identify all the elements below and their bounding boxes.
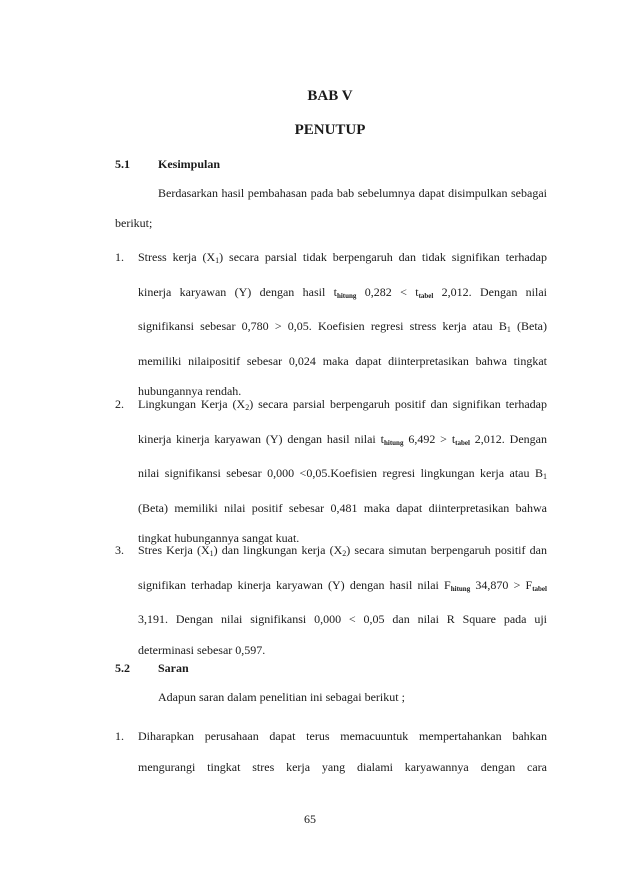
text-run: Stres Kerja (X: [138, 543, 210, 557]
list-item: [115, 242, 547, 407]
subscript: 1: [543, 472, 547, 481]
list-marker: 3.: [115, 543, 124, 557]
subscript: 2: [342, 549, 347, 558]
text-run: 34,870 > F: [470, 577, 533, 592]
text-run: 6,492 > t: [403, 431, 456, 446]
list-item-text: Diharapkan perusahaan dapat terus memacuuntuk mempertahankan bahkan mengurangi tingkat stres kerja yang dialami karyawannya dengan cara: [138, 729, 547, 774]
section-title: Saran: [158, 661, 189, 675]
text-run: (Beta) memiliki nilai positif sebesar 0,481 maka dapat diinterpretasikan bahwa tingkat hubungannya sangat kuat.: [138, 500, 547, 545]
text-run: 2,012. Dengan nilai signifikansi sebesar 0,000 <0,05.Koefisien regresi lingkungan kerja atau B: [138, 431, 547, 480]
text-run: (Beta) memiliki nilaipositif sebesar 0,024 maka dapat diinterpretasikan bahwa tingkat hubungannya rendah.: [138, 319, 547, 398]
list-item: [115, 721, 547, 782]
section-title: Kesimpulan: [158, 157, 221, 171]
text-run: 3,191. Dengan nilai signifikansi 0,000 < 0,05 dan nilai R Square pada uji determinasi sebesar 0,597.: [138, 612, 547, 657]
text-run: Lingkungan Kerja (X: [138, 397, 246, 411]
list-item-text: [138, 535, 547, 665]
text-run: ) secara parsial berpengaruh positif dan signifikan terhadap kinerja kinerja karyawan (Y) dengan hasil nilai t: [138, 397, 547, 446]
section-number: 5.2: [115, 661, 130, 675]
subscript: 1: [215, 256, 220, 265]
text-run: ) dan lingkungan kerja (X: [213, 543, 343, 557]
text-run: 2,012. Dengan nilai signifikansi sebesar 0,780 > 0,05. Koefisien regresi stress kerja atau B: [138, 284, 548, 333]
text-run: 0,282 < t: [356, 284, 419, 299]
section-intro: Adapun saran dalam penelitian ini sebagai berikut ;: [158, 690, 405, 704]
subscript: hitung: [336, 291, 357, 300]
subscript: tabel: [532, 584, 547, 593]
list-item-text: [138, 389, 547, 554]
section-heading-5-1: [115, 157, 220, 172]
subscript: 2: [245, 403, 250, 412]
subscript: hitung: [450, 584, 471, 593]
section-intro: Berdasarkan hasil pembahasan pada bab sebelumnya dapat disimpulkan sebagai berikut;: [115, 186, 547, 230]
list-item: [115, 535, 547, 665]
text-run: Stress kerja (X: [138, 250, 216, 264]
section-heading-5-2: [115, 661, 189, 676]
subscript: 1: [209, 549, 214, 558]
text-run: ) secara simutan berpengaruh positif dan signifikan terhadap kinerja karyawan (Y) dengan hasil nilai F: [138, 543, 547, 592]
section-number: 5.1: [115, 157, 130, 171]
list-marker: 1.: [115, 250, 124, 264]
list-marker: 1.: [115, 729, 124, 743]
page-number: 65: [304, 812, 316, 826]
subscript: hitung: [383, 438, 404, 447]
subscript: tabel: [418, 291, 434, 300]
text-run: ) secara parsial tidak berpengaruh dan tidak signifikan terhadap kinerja karyawan (Y) dengan hasil t: [138, 250, 547, 299]
subscript: 1: [506, 325, 511, 334]
list-item-text: [138, 242, 547, 407]
list-item: [115, 389, 547, 554]
subscript: tabel: [455, 438, 470, 447]
chapter-title: PENUTUP: [294, 122, 366, 138]
chapter-number: BAB V: [307, 88, 353, 104]
list-marker: 2.: [115, 397, 124, 411]
